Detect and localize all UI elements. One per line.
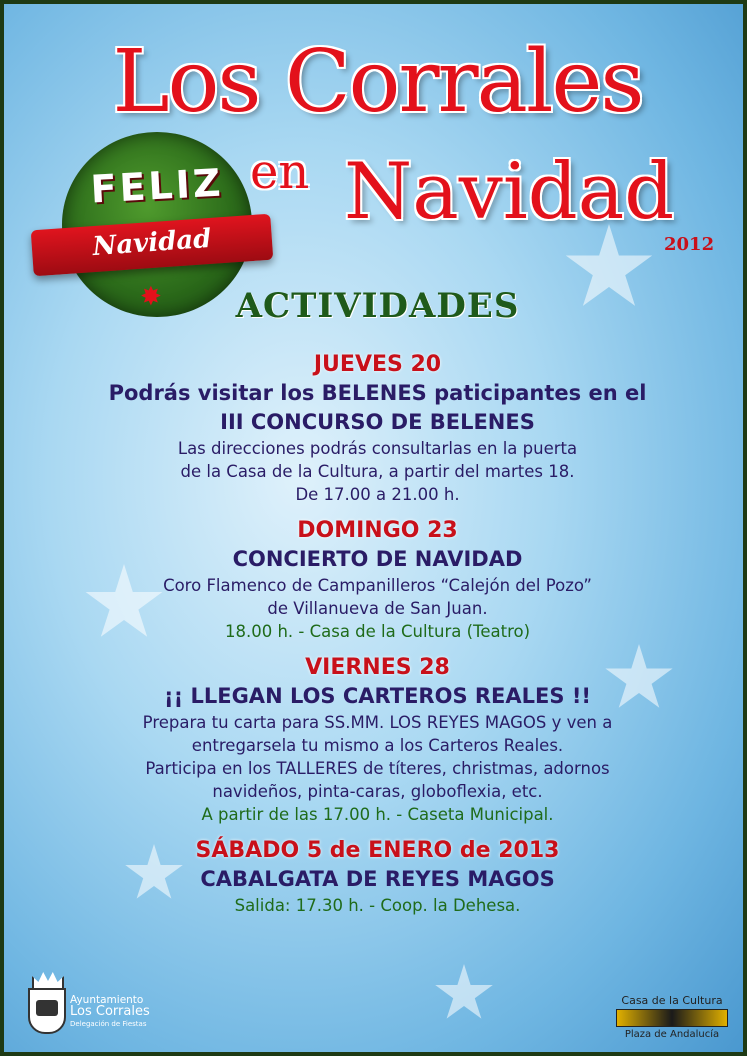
event-sabado bbox=[4, 836, 747, 917]
event-title: CABALGATA DE REYES MAGOS bbox=[200, 867, 555, 891]
title-connector: en bbox=[250, 144, 310, 200]
event-detail: Coro Flamenco de Campanilleros “Calejón del Pozo” bbox=[163, 576, 592, 595]
event-date: JUEVES 20 bbox=[313, 352, 442, 377]
casa-cultura-address: Plaza de Andalucía bbox=[624, 1029, 720, 1040]
event-time: Salida: 17.30 h. - Coop. la Dehesa. bbox=[234, 896, 521, 915]
event-domingo bbox=[4, 516, 747, 643]
council-line2: Los Corrales bbox=[70, 1004, 150, 1019]
building-icon bbox=[616, 1009, 728, 1027]
event-viernes bbox=[4, 653, 747, 826]
event-jueves bbox=[4, 350, 747, 506]
event-title: CONCIERTO DE NAVIDAD bbox=[232, 547, 523, 571]
event-detail: navideños, pinta-caras, globoflexia, etc. bbox=[212, 782, 543, 801]
event-time: A partir de las 17.00 h. - Caseta Municipal. bbox=[201, 805, 554, 824]
events-list bbox=[4, 350, 747, 927]
page-title: Los Corrales bbox=[112, 32, 643, 132]
event-detail: Las direcciones podrás consultarlas en la puerta bbox=[177, 439, 578, 458]
event-date: DOMINGO 23 bbox=[297, 518, 458, 543]
shield-icon bbox=[28, 988, 66, 1034]
event-detail: entregarsela tu mismo a los Carteros Reales. bbox=[191, 736, 564, 755]
badge-ribbon-text: Navidad bbox=[91, 223, 213, 263]
council-line1: Ayuntamiento bbox=[70, 994, 144, 1006]
star-decoration-icon bbox=[434, 964, 494, 1024]
casa-cultura-title: Casa de la Cultura bbox=[621, 994, 723, 1007]
event-detail: de la Casa de la Cultura, a partir del martes 18. bbox=[180, 462, 575, 481]
event-date: VIERNES 28 bbox=[305, 655, 450, 680]
event-title: III CONCURSO DE BELENES bbox=[220, 410, 535, 434]
event-detail: De 17.00 a 21.00 h. bbox=[295, 485, 460, 504]
page-subtitle: Navidad bbox=[344, 147, 675, 237]
year-label: 2012 bbox=[664, 234, 715, 255]
casa-cultura-logo bbox=[616, 994, 728, 1040]
council-logo-text bbox=[70, 994, 150, 1030]
event-detail: de Villanueva de San Juan. bbox=[267, 599, 488, 618]
crown-icon bbox=[32, 970, 64, 990]
event-title: ¡¡ LLEGAN LOS CARTEROS REALES !! bbox=[164, 684, 591, 708]
event-time: 18.00 h. - Casa de la Cultura (Teatro) bbox=[224, 622, 531, 641]
town-crest-icon bbox=[26, 970, 66, 1032]
council-line3: Delegación de Fiestas bbox=[70, 1020, 147, 1028]
activities-heading: ACTIVIDADES bbox=[235, 286, 520, 326]
event-detail: Participa en los TALLERES de títeres, christmas, adornos bbox=[145, 759, 610, 778]
event-detail: Prepara tu carta para SS.MM. LOS REYES MAGOS y ven a bbox=[142, 713, 613, 732]
event-title: Podrás visitar los BELENES paticipantes en el bbox=[108, 381, 647, 405]
poinsettia-icon: ✸ bbox=[140, 282, 162, 312]
event-date: SÁBADO 5 de ENERO de 2013 bbox=[195, 838, 560, 863]
badge-feliz-text: FELIZ bbox=[89, 160, 225, 212]
